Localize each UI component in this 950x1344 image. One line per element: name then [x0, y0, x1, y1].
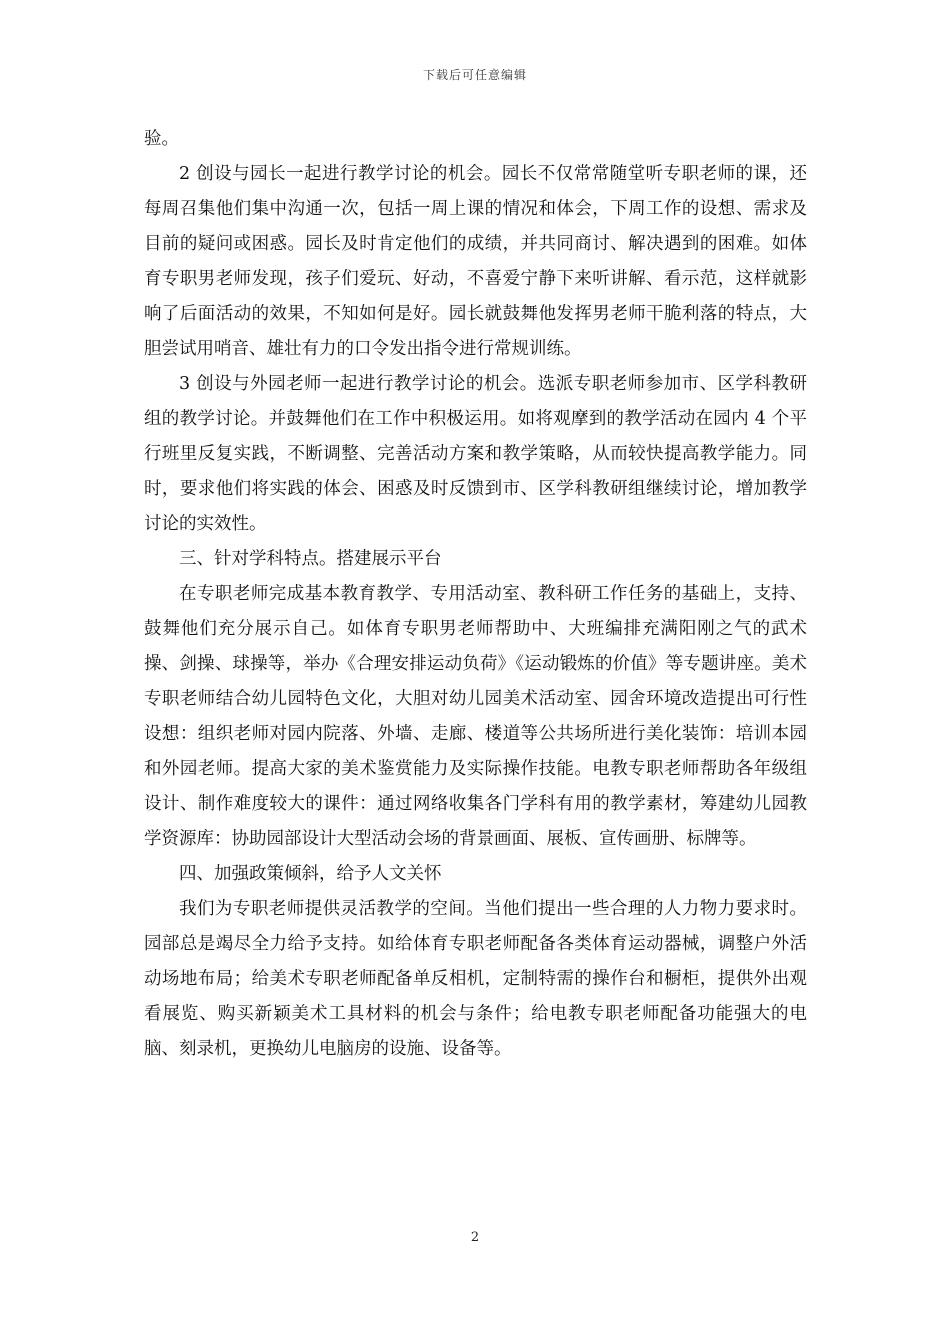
paragraph-continuation: 验。 — [144, 129, 179, 149]
document-body — [144, 122, 807, 1067]
paragraph-point-2: 2 创设与园长一起进行教学讨论的机会。园长不仅常常随堂听专职老师的课，还每周召集他们集中沟通一次，包括一周上课的情况和体会，下周工作的设想、需求及目前的疑问或困惑。园长及时肯定他们的成绩，并共同商讨、解决遇到的困难。如体育专职男老师发现，孩子们爱玩、好动，不喜爱宁静下来听讲解、看示范，这样就影响了后面活动的效果，不知如何是好。园长就鼓舞他发挥男老师干脆利落的特点，大胆尝试用哨音、雄壮有力的口令发出指令进行常规训练。 — [144, 164, 807, 359]
paragraph-section-3: 在专职老师完成基本教育教学、专用活动室、教科研工作任务的基础上，支持、鼓舞他们充分展示自己。如体育专职男老师帮助中、大班编排充满阳刚之气的武术操、剑操、球操等，举办《合理安排运动负荷》《运动锻炼的价值》等专题讲座。美术专职老师结合幼儿园特色文化，大胆对幼儿园美术活动室、园舍环境改造提出可行性设想：组织老师对园内院落、外墙、走廊、楼道等公共场所进行美化装饰：培训本园和外园老师。提高大家的美术鉴赏能力及实际操作技能。电教专职老师帮助各年级组设计、制作难度较大的课件：通过网络收集各门学科有用的教学素材，筹建幼儿园教学资源库：协助园部设计大型活动会场的背景画面、展板、宣传画册、标牌等。 — [144, 584, 807, 849]
section-heading-4: 四、加强政策倾斜，给予人文关怀 — [179, 864, 442, 884]
page-header: 下载后可任意编辑 — [422, 68, 527, 82]
section-heading-3: 三、针对学科特点。搭建展示平台 — [179, 549, 442, 569]
paragraph-section-4: 我们为专职老师提供灵活教学的空间。当他们提出一些合理的人力物力要求时。园部总是竭尽全力给予支持。如给体育专职老师配备各类体育运动器械，调整户外活动场地布局；给美术专职老师配备单反相机，定制特需的操作台和橱柜，提供外出观看展览、购买新颖美术工具材料的机会与条件；给电教专职老师配备功能强大的电脑、刻录机，更换幼儿电脑房的设施、设备等。 — [144, 899, 807, 1059]
page-number: 2 — [470, 1230, 480, 1245]
paragraph-point-3: 3 创设与外园老师一起进行教学讨论的机会。选派专职老师参加市、区学科教研组的教学讨论。并鼓舞他们在工作中积极运用。如将观摩到的教学活动在园内 4 个平行班里反复实践，不断调整、完善活动方案和教学策略，从而较快提高教学能力。同时，要求他们将实践的体会、困惑及时反馈到市、区学科教研组继续讨论，增加教学讨论的实效性。 — [144, 374, 807, 534]
